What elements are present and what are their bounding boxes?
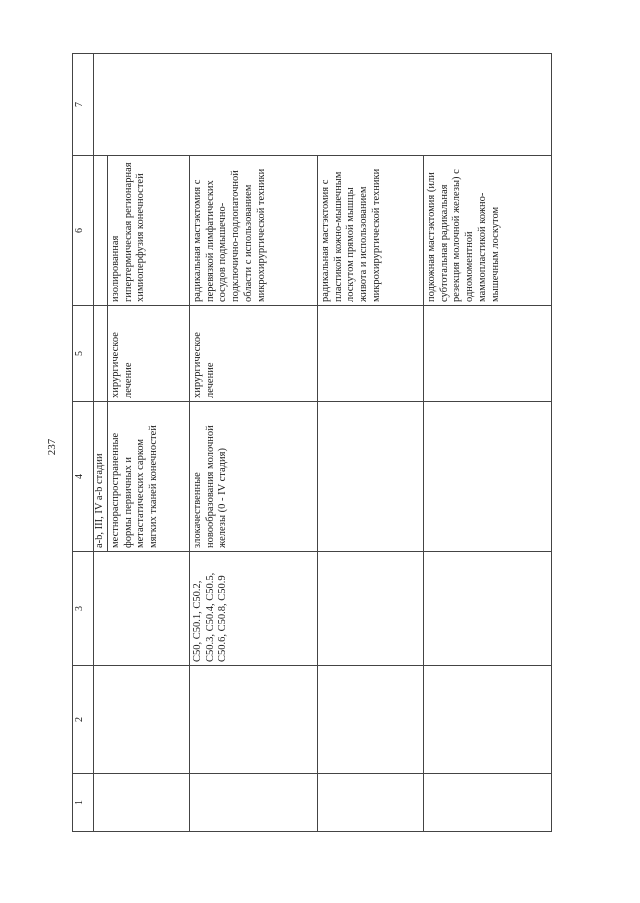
method-3-cell: подкожная мастэктомия (или субтотальная радикальная резекция молочной железы) с одномоментной маммопластикой кожно-мышечным лоскутом [423, 156, 551, 306]
cell-empty [189, 774, 317, 832]
header-cell-7: 7 [73, 54, 94, 156]
cell-empty [94, 54, 552, 156]
cell-empty [94, 666, 190, 774]
cell-empty [317, 402, 423, 552]
cell-empty [189, 666, 317, 774]
breast-model-cell: злокачественные новообразования молочной железы (0 - IV стадия) [189, 402, 317, 552]
header-cell-4: 4 [73, 402, 94, 552]
sarcoma-method-cell: изолированная гипертермическая регионарная химиоперфузия конечностей [107, 156, 189, 306]
table-row [317, 54, 423, 832]
table-row [423, 54, 551, 832]
cell-empty [423, 552, 551, 666]
cell-empty [317, 306, 423, 402]
page-number: 237 [46, 438, 58, 456]
header-cell-5: 5 [73, 306, 94, 402]
cell-empty [317, 552, 423, 666]
rotated-table-wrapper [72, 54, 552, 832]
cell-empty [94, 156, 108, 306]
cell-empty [94, 552, 190, 666]
header-cell-3: 3 [73, 552, 94, 666]
table-row [189, 54, 317, 832]
header-cell-1: 1 [73, 774, 94, 832]
treatment-table [72, 53, 552, 832]
breast-codes-cell: C50, C50.1, C50.2, C50.3, C50.4, C50.5, C50.6, C50.8, C50.9 [189, 552, 317, 666]
sarcoma-treatment-cell: хирургическое лечение [107, 306, 189, 402]
method-1-cell: радикальная мастэктомия с перевязкой лимфатических сосудов подмышечно-подключично-подлопаточной области с использованием микрохирургической техники [189, 156, 317, 306]
header-cell-2: 2 [73, 666, 94, 774]
method-2-cell: радикальная мастэктомия с пластикой кожно-мышечным лоскутом прямой мышцы живота и использованием микрохирургической техники [317, 156, 423, 306]
cell-empty [94, 774, 190, 832]
cell-empty [423, 402, 551, 552]
cell-empty [423, 306, 551, 402]
breast-treatment-cell: хирургическое лечение [189, 306, 317, 402]
cell-empty [423, 774, 551, 832]
cell-empty [317, 774, 423, 832]
sarcoma-model-cell: местнораспространенные формы первичных и метастатических сарком мягких тканей конечностей [107, 402, 189, 552]
cell-empty [94, 306, 108, 402]
header-cell-6: 6 [73, 156, 94, 306]
table-row [94, 54, 108, 832]
cell-empty [317, 666, 423, 774]
stage-cell: a-b, III, IV a-b стадии [94, 402, 108, 552]
cell-empty [423, 666, 551, 774]
header-row [73, 54, 94, 832]
